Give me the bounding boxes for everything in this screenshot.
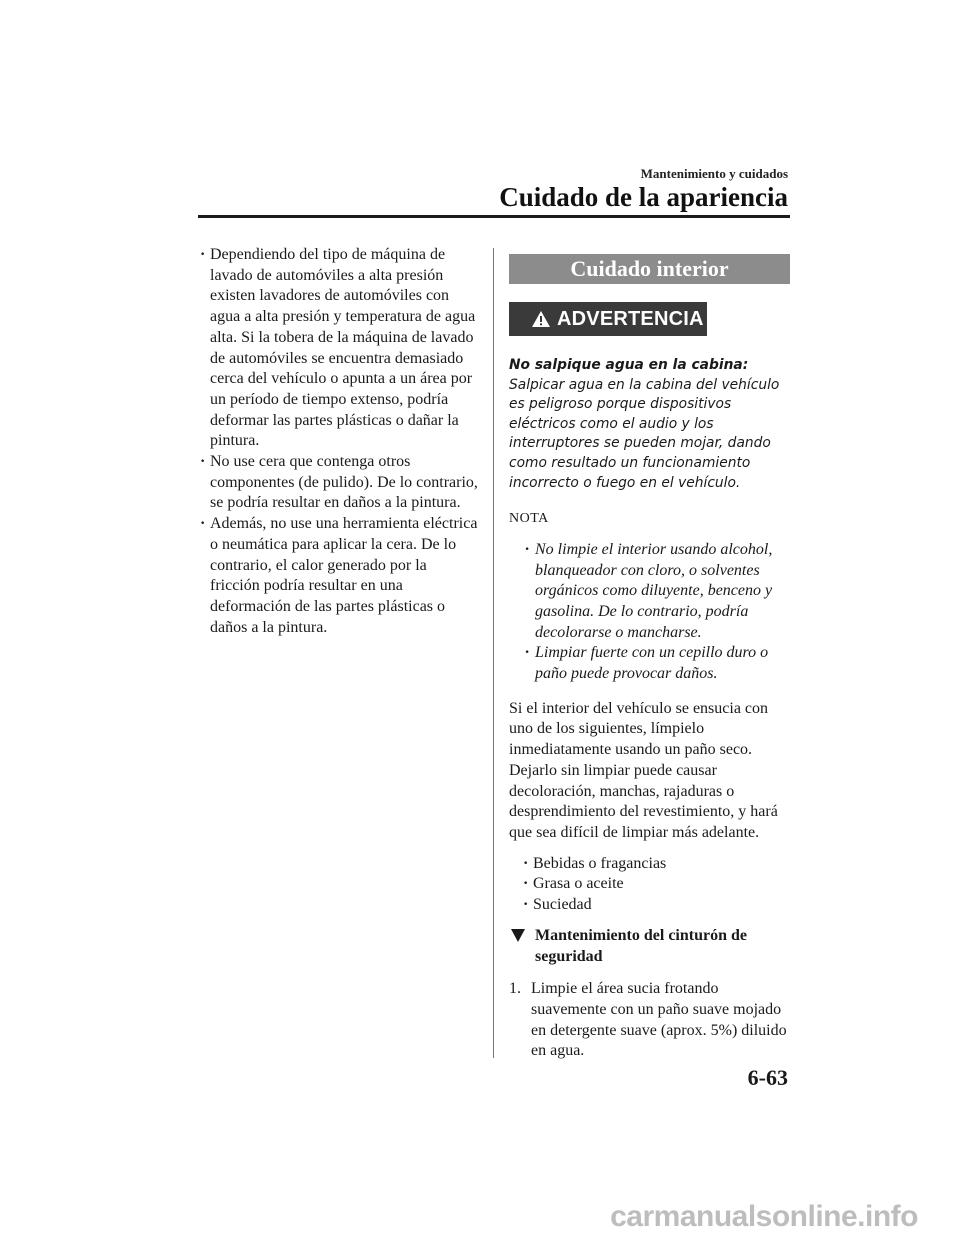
list-item-text: Grasa o aceite — [533, 875, 624, 893]
triangle-down-icon — [511, 929, 525, 942]
bullet-dot-icon: · — [525, 644, 529, 662]
list-item-text: Dependiendo del tipo de máquina de lavado de automóviles a alta presión existen lavadores de automóviles con agua a alta presión y temperatura de agua alta. Si la tobera de la máquina de lavado de automóviles se encuentra demasiado cerca del vehículo o apunta a un área por un período de tiempo extenso, podría deformar las partes plásticas o dañar la pintura. — [210, 246, 476, 450]
warning-body: Salpicar agua en la cabina del vehículo es peligroso porque dispositivos eléctricos como el audio y los interruptores se pueden mojar, dando como resultado un funcionamiento incorrecto o fuego en el vehículo. — [509, 376, 780, 491]
list-item — [521, 540, 791, 644]
subheading-text: Mantenimiento del cinturón de seguridad — [535, 926, 747, 965]
list-item-text: No use cera que contenga otros componentes (de pulido). De lo contrario, se podría resultar en daños a la pintura. — [210, 453, 478, 512]
step-number: 1. — [509, 980, 521, 998]
list-item-text: Además, no use una herramienta eléctrica o neumática para aplicar la cera. De lo contrario, el calor generado por la fricción podría resultar en una deformación de las partes plásticas o daños a la pintura. — [210, 515, 478, 636]
nota-label: NOTA — [509, 511, 549, 527]
list-item-text: Limpiar fuerte con un cepillo duro o paño puede provocar daños. — [535, 644, 769, 683]
left-column — [196, 245, 478, 638]
bullet-dot-icon: · — [200, 453, 206, 471]
list-item — [196, 245, 478, 452]
list-item-text: Suciedad — [533, 896, 592, 914]
warning-triangle-icon — [531, 310, 551, 328]
watermark: carmanualsonline.info — [610, 1200, 918, 1233]
list-item-text: Bebidas o fragancias — [533, 854, 667, 872]
chapter-title: Mantenimiento y cuidados — [640, 166, 788, 181]
section-title: Cuidado de la apariencia — [499, 182, 788, 212]
list-item — [196, 452, 478, 514]
bullet-dot-icon: · — [200, 515, 206, 533]
right-column — [509, 254, 791, 1062]
subheading — [509, 926, 791, 967]
list-item — [196, 514, 478, 638]
stain-list — [519, 854, 791, 916]
list-item — [519, 854, 791, 875]
column-divider — [493, 248, 494, 1058]
paragraph: Si el interior del vehículo se ensucia con uno de los siguientes, límpielo inmediatamente usando un paño seco. Dejarlo sin limpiar puede causar decoloración, manchas, rajaduras o desprendimiento del revestimiento, y hará que sea difícil de limpiar más adelante. — [509, 699, 778, 841]
warning-label: ADVERTENCIA — [557, 307, 704, 330]
bullet-dot-icon: · — [523, 875, 529, 893]
warning-text — [509, 356, 791, 493]
step-item — [509, 979, 791, 1062]
bullet-dot-icon: · — [523, 896, 529, 914]
bullet-dot-icon: · — [525, 540, 529, 558]
warning-box — [509, 302, 707, 336]
list-item-text: No limpie el interior usando alcohol, blanqueador con cloro, o solventes orgánicos como diluyente, benceno y gasolina. De lo contrario, podría decolorarse o mancharse. — [535, 540, 773, 641]
list-item — [519, 895, 791, 916]
nota-list — [521, 540, 791, 685]
page-number: 6-63 — [747, 1065, 788, 1090]
bullet-dot-icon: · — [523, 854, 529, 872]
header-rule — [198, 215, 790, 218]
bullet-dot-icon: · — [200, 246, 206, 263]
warning-heading: No salpique agua en la cabina: — [509, 357, 749, 373]
section-heading-bar: Cuidado interior — [509, 254, 790, 284]
list-item — [519, 874, 791, 895]
step-text: Limpie el área sucia frotando suavemente con un paño suave mojado en detergente suave (aprox. 5%) diluido en agua. — [531, 980, 787, 1060]
list-item — [521, 643, 791, 684]
